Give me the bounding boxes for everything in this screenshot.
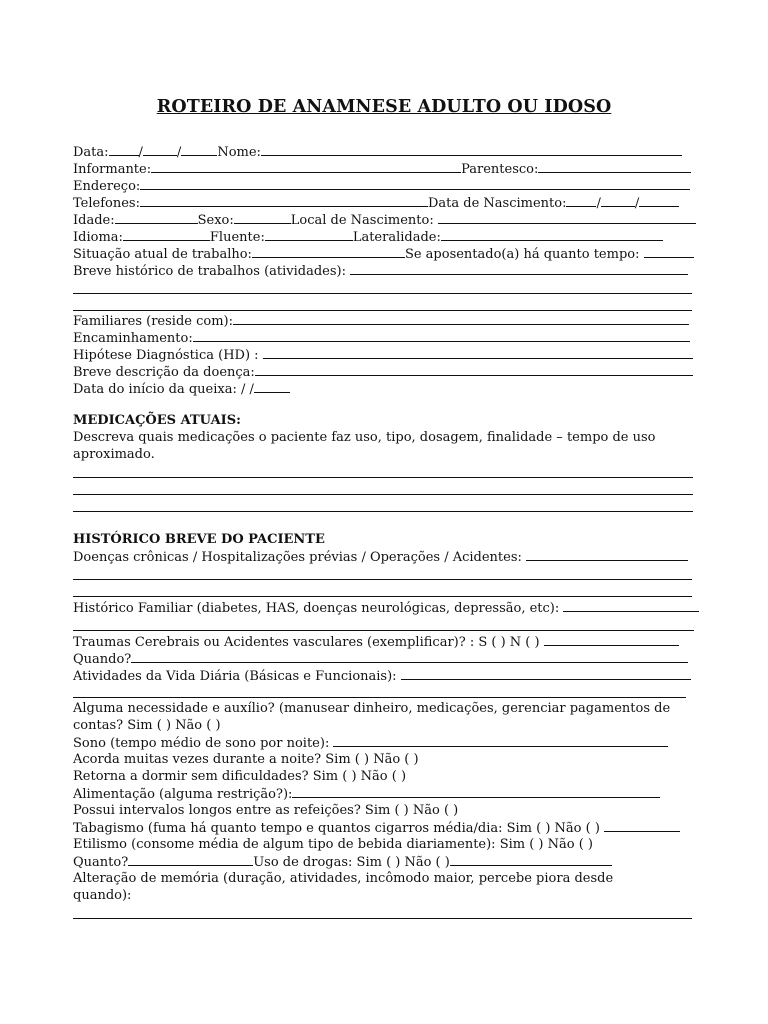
retorna-line: Retorna a dormir sem dificuldades? Sim ( ) Não ( ) [73, 769, 407, 784]
slash-4: / [634, 196, 640, 211]
field-birth-year[interactable] [639, 194, 679, 207]
medicacoes-desc-2: aproximado. [73, 447, 155, 462]
field-situacao[interactable] [252, 245, 405, 258]
etilismo-line: Etilismo (consome média de algum tipo de bebida diariamente): Sim ( ) Não ( ) [73, 837, 593, 852]
avd-line [73, 667, 691, 684]
blank-line-medicacoes-1[interactable] [73, 477, 693, 478]
label-aposentado: Se aposentado(a) há quanto tempo: [404, 247, 640, 262]
traumas-line [73, 633, 679, 650]
label-informante: Informante: [73, 162, 152, 177]
label-historico-familiar: Histórico Familiar (diabetes, HAS, doenças neurológicas, depressão, etc): [73, 601, 560, 616]
label-hipotese: Hipótese Diagnóstica (HD) : [73, 348, 259, 363]
sono-line [73, 734, 668, 751]
label-traumas: Traumas Cerebrais ou Acidentes vasculares (exemplificar)? : S ( ) N ( ) [73, 635, 540, 650]
necessidade-line-1: Alguma necessidade e auxílio? (manusear dinheiro, medicações, gerenciar pagamentos de [73, 701, 671, 716]
field-familiares[interactable] [233, 312, 689, 325]
field-aposentado[interactable] [644, 245, 694, 258]
label-alimentacao: Alimentação (alguma restrição?): [73, 787, 293, 802]
label-idade: Idade: [73, 213, 115, 228]
label-quando: Quando? [73, 652, 132, 667]
field-endereco[interactable] [140, 177, 690, 190]
field-parentesco[interactable] [538, 160, 691, 173]
endereco-line [73, 177, 690, 194]
alimentacao-line [73, 785, 660, 802]
doencas-line [73, 548, 688, 565]
label-quanto: Quanto? [73, 855, 129, 870]
field-doencas[interactable] [526, 548, 688, 561]
field-telefones[interactable] [140, 194, 428, 207]
field-idade[interactable] [115, 211, 198, 224]
blank-line-medicacoes-2[interactable] [73, 494, 693, 495]
field-sexo[interactable] [234, 211, 291, 224]
medicacoes-heading: MEDICAÇÕES ATUAIS: [73, 413, 241, 428]
label-situacao: Situação atual de trabalho: [73, 247, 252, 262]
quando-line [73, 650, 688, 667]
field-alimentacao[interactable] [292, 785, 660, 798]
telefones-line [73, 194, 679, 211]
necessidade-line-2: contas? Sim ( ) Não ( ) [73, 718, 221, 733]
label-parentesco: Parentesco: [461, 162, 539, 177]
blank-line-doencas-2[interactable] [73, 596, 692, 597]
idioma-line [73, 228, 663, 245]
label-doencas: Doenças crônicas / Hospitalizações prévias / Operações / Acidentes: [73, 550, 522, 565]
label-descricao-doenca: Breve descrição da doença: [73, 365, 255, 380]
label-data: Data: [73, 145, 109, 160]
field-drogas[interactable] [450, 853, 612, 866]
field-nome[interactable] [261, 143, 682, 156]
label-data-nascimento: Data de Nascimento: [427, 196, 567, 211]
field-avd[interactable] [401, 667, 691, 680]
memoria-line-2: quando): [73, 888, 132, 903]
label-endereco: Endereço: [73, 179, 141, 194]
field-idioma[interactable] [123, 228, 210, 241]
field-birth-day[interactable] [566, 194, 596, 207]
blank-line-trabalhos-1[interactable] [73, 293, 692, 294]
field-informante[interactable] [151, 160, 461, 173]
familiares-line [73, 312, 689, 329]
field-inicio-queixa-ano[interactable] [254, 380, 290, 393]
informante-line [73, 160, 691, 177]
field-sono[interactable] [333, 734, 668, 747]
historico-heading: HISTÓRICO BREVE DO PACIENTE [73, 532, 325, 547]
label-local-nascimento: Local de Nascimento: [290, 213, 434, 228]
field-quanto[interactable] [128, 853, 253, 866]
hipotese-line [73, 346, 693, 363]
label-idioma: Idioma: [73, 230, 123, 245]
field-encaminhamento[interactable] [193, 329, 690, 342]
slash-3: / [596, 196, 601, 211]
familiar-line [73, 599, 699, 616]
quanto-drogas-line [73, 853, 612, 870]
field-historico-trabalhos[interactable] [350, 262, 688, 275]
field-birth-month[interactable] [601, 194, 635, 207]
field-quando[interactable] [131, 650, 688, 663]
tabagismo-line [73, 819, 680, 836]
label-tabagismo: Tabagismo (fuma há quanto tempo e quantos cigarros média/dia: Sim ( ) Não ( ) [73, 821, 600, 836]
page-title: ROTEIRO DE ANAMNESE ADULTO OU IDOSO [156, 97, 612, 117]
label-nome: Nome: [217, 145, 261, 160]
field-lateralidade[interactable] [441, 228, 663, 241]
situacao-line [73, 245, 694, 262]
label-inicio-queixa: Data do início da queixa: / / [73, 382, 254, 397]
field-descricao-doenca[interactable] [255, 363, 693, 376]
blank-line-medicacoes-3[interactable] [73, 511, 693, 512]
blank-line-avd-1[interactable] [73, 697, 686, 698]
label-historico-trabalhos: Breve histórico de trabalhos (atividades): [73, 264, 346, 279]
field-traumas[interactable] [544, 633, 679, 646]
label-familiares: Familiares (reside com): [73, 314, 233, 329]
memoria-line-1: Alteração de memória (duração, atividades, incômodo maior, percebe piora desde [73, 871, 614, 886]
label-drogas: Uso de drogas: Sim ( ) Não ( ) [253, 855, 450, 870]
label-sono: Sono (tempo médio de sono por noite): [73, 736, 330, 751]
label-avd: Atividades da Vida Diária (Básicas e Funcionais): [73, 669, 397, 684]
blank-line-doencas-1[interactable] [73, 579, 692, 580]
acorda-line: Acorda muitas vezes durante a noite? Sim ( ) Não ( ) [73, 752, 419, 767]
field-local-nascimento[interactable] [438, 211, 696, 224]
label-telefones: Telefones: [73, 196, 140, 211]
field-historico-familiar[interactable] [563, 599, 699, 612]
field-hipotese[interactable] [263, 346, 693, 359]
historico-trabalhos-line [73, 262, 688, 279]
intervalos-line: Possui intervalos longos entre as refeições? Sim ( ) Não ( ) [73, 803, 459, 818]
field-year[interactable] [181, 143, 217, 156]
blank-line-trabalhos-2[interactable] [73, 310, 692, 311]
field-month[interactable] [143, 143, 177, 156]
inicio-queixa-line [73, 380, 290, 397]
descricao-doenca-line [73, 363, 693, 380]
field-fluente[interactable] [265, 228, 353, 241]
label-fluente: Fluente: [209, 230, 265, 245]
label-encaminhamento: Encaminhamento: [73, 331, 193, 346]
label-lateralidade: Lateralidade: [352, 230, 441, 245]
blank-line-familiar-1[interactable] [73, 630, 694, 631]
label-sexo: Sexo: [197, 213, 234, 228]
field-day[interactable] [109, 143, 139, 156]
slash-1: / [138, 145, 143, 160]
blank-line-memoria-1[interactable] [73, 918, 692, 919]
field-tabagismo[interactable] [604, 819, 680, 832]
encaminhamento-line [73, 329, 690, 346]
slash-2: / [176, 145, 182, 160]
date-name-line [73, 143, 682, 160]
idade-line [73, 211, 696, 228]
medicacoes-desc-1: Descreva quais medicações o paciente faz uso, tipo, dosagem, finalidade – tempo de uso [73, 430, 656, 445]
